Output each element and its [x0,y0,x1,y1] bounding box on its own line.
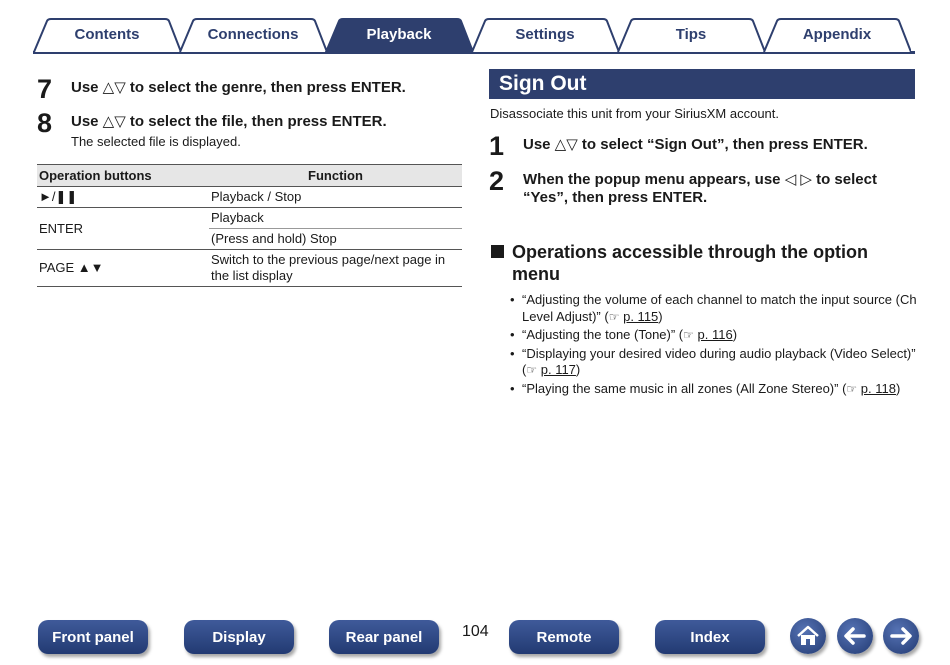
tab-contents[interactable] [33,18,181,51]
list-item-text: “Adjusting the tone (Tone)” ( [522,327,684,342]
table-row [37,187,462,208]
tab-appendix-label: Appendix [802,26,872,43]
rear-panel-button[interactable]: Rear panel [329,620,439,654]
page-ref-link[interactable]: p. 116 [697,327,733,342]
tab-playback-label: Playback [366,26,432,43]
table-header-row [37,165,462,187]
table-cell-function: (Press and hold) Stop [209,229,462,250]
hand-pointer-icon: ☞ [683,328,694,342]
step-2-number: 2 [489,166,505,196]
display-button[interactable]: Display [184,620,294,654]
front-panel-button[interactable]: Front panel [38,620,148,654]
index-button[interactable]: Index [655,620,765,654]
list-item [508,381,918,398]
step-2 [489,167,915,207]
back-button[interactable] [837,618,873,654]
forward-arrow-icon [888,623,914,649]
list-item-end: ) [658,308,663,324]
table-row [37,208,462,229]
list-item-end: ) [732,327,738,342]
home-icon [795,623,821,649]
list-item [508,327,918,344]
list-item-end: ) [895,380,901,396]
tab-appendix[interactable] [763,18,911,51]
table-header-buttons: Operation buttons [37,165,209,187]
table-cell-function: Playback / Stop [209,187,462,208]
tab-settings-label: Settings [515,26,575,43]
tab-playback[interactable] [325,18,473,51]
table-cell-button: PAGE ▲▼ [37,250,209,287]
page-ref-link[interactable]: p. 115 [623,308,659,324]
step-7-text: Use △▽ to select the genre, then press ENTER. [71,79,406,96]
step-8-subtext: The selected file is displayed. [71,134,241,149]
table-cell-function: Switch to the previous page/next page in the list display [209,250,462,287]
step-1-number: 1 [489,131,505,161]
table-header-function: Function [209,165,462,187]
option-menu-list [508,292,918,399]
tab-tips-label: Tips [675,26,707,43]
table-cell-button: ENTER [37,208,209,250]
table-row [37,250,462,287]
step-7 [37,75,462,103]
step-8-number: 8 [37,108,53,138]
hand-pointer-icon: ☞ [608,309,620,324]
page-ref-link[interactable]: p. 118 [860,380,896,396]
option-menu-heading [490,241,910,285]
step-7-number: 7 [37,74,53,104]
section-title-sign-out: Sign Out [489,69,915,99]
table-cell-function: Playback [209,208,462,229]
list-item-text: “Adjusting the volume of each channel to match the input source (Ch Level Adjust)” ( [522,292,917,324]
step-1 [489,132,915,160]
forward-button[interactable] [883,618,919,654]
page-ref-link[interactable]: p. 117 [540,362,576,377]
step-1-text: Use △▽ to select “Sign Out”, then press ENTER. [523,136,868,153]
list-item [508,292,918,325]
option-menu-heading-text: Operations accessible through the option menu [512,242,869,284]
step-8-text: Use △▽ to select the file, then press ENTER. [71,113,387,130]
hand-pointer-icon: ☞ [526,363,538,377]
tab-settings[interactable] [471,18,619,51]
step-8 [37,109,462,137]
section-description: Disassociate this unit from your SiriusXM account. [490,106,779,121]
tab-bar [33,16,915,54]
step-2-text: When the popup menu appears, use ◁ ▷ to select “Yes”, then press ENTER. [523,171,877,206]
tab-connections[interactable] [179,18,327,51]
tab-tips[interactable] [617,18,765,51]
remote-button[interactable]: Remote [509,620,619,654]
operation-table [37,164,462,287]
tab-connections-label: Connections [207,26,299,43]
home-button[interactable] [790,618,826,654]
list-item [508,346,918,379]
list-item-text: “Displaying your desired video during audio playback (Video Select)” ( [522,345,916,377]
hand-pointer-icon: ☞ [846,381,858,396]
tab-contents-label: Contents [74,26,140,43]
back-arrow-icon [842,623,868,649]
table-cell-button: ►/❚❚ [37,187,209,208]
list-item-end: ) [575,362,581,377]
square-bullet-icon [491,245,504,258]
list-item-text: “Playing the same music in all zones (All Zone Stereo)” ( [522,380,847,396]
page-number: 104 [462,623,489,640]
